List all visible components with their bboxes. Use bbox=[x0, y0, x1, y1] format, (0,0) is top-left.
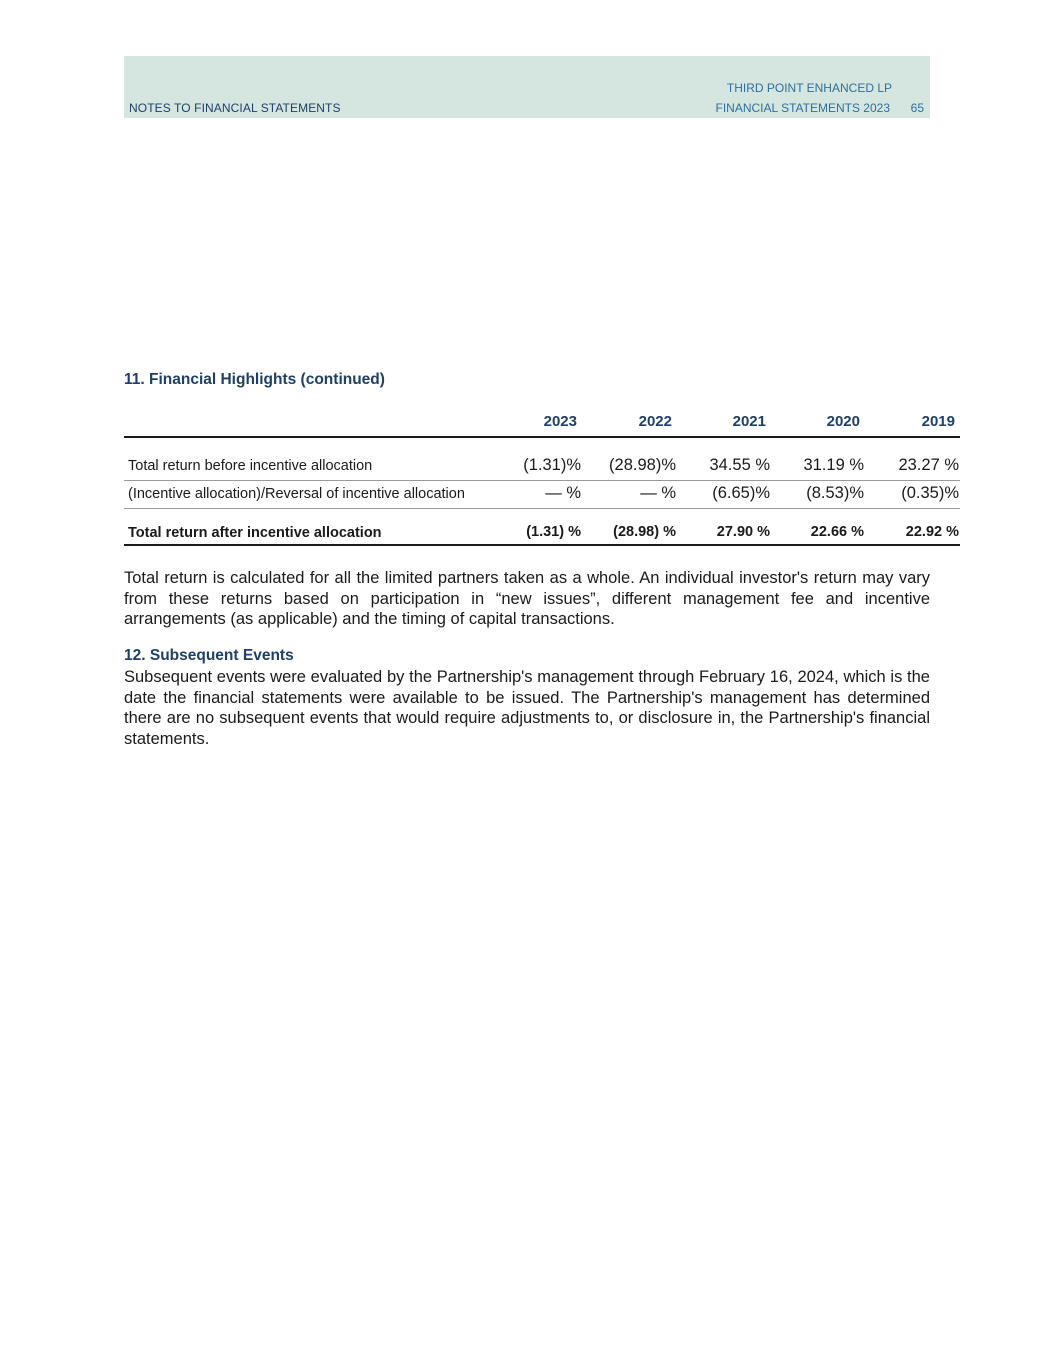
row-label: Total return before incentive allocation bbox=[128, 458, 373, 474]
header-document-title: FINANCIAL STATEMENTS 2023 bbox=[715, 101, 890, 115]
page-header bbox=[124, 56, 930, 118]
row-divider bbox=[124, 508, 960, 509]
cell-value: — % bbox=[545, 484, 581, 502]
cell-value: 23.27 % bbox=[898, 456, 959, 474]
row-divider bbox=[124, 480, 960, 481]
header-company-name: THIRD POINT ENHANCED LP bbox=[726, 81, 892, 95]
page-number: 65 bbox=[910, 101, 924, 115]
year-header: 2019 bbox=[921, 413, 955, 430]
cell-value: (0.35)% bbox=[901, 484, 959, 502]
financial-highlights-table bbox=[124, 410, 960, 541]
section-12-body: Subsequent events were evaluated by the Partnership's management through February 16, 2024, which is the date the financial statements were available to be issued. The Partnership's management has determined there are no subsequent events that would require adjustments to, or disclosure in, the Partnership's financial statements. bbox=[124, 668, 930, 748]
cell-value: (28.98)% bbox=[609, 456, 676, 474]
cell-value: (1.31)% bbox=[523, 456, 581, 474]
row-label: (Incentive allocation)/Reversal of incentive allocation bbox=[128, 486, 465, 502]
cell-value: — % bbox=[640, 484, 676, 502]
year-header: 2021 bbox=[732, 413, 766, 430]
cell-value: (1.31) % bbox=[526, 524, 581, 540]
cell-value: 34.55 % bbox=[709, 456, 770, 474]
cell-value: 27.90 % bbox=[716, 524, 770, 540]
year-header: 2022 bbox=[638, 413, 672, 430]
cell-value: 22.66 % bbox=[810, 524, 864, 540]
table-header-row bbox=[124, 410, 960, 438]
section-11-note: Total return is calculated for all the limited partners taken as a whole. An individual investor's return may vary from these returns based on participation in “new issues”, different management fee and incentive arrangements (as applicable) and the timing of capital transactions. bbox=[124, 569, 930, 628]
cell-value: 22.92 % bbox=[905, 524, 959, 540]
cell-value: 31.19 % bbox=[803, 456, 864, 474]
year-header: 2020 bbox=[826, 413, 860, 430]
header-section-label: NOTES TO FINANCIAL STATEMENTS bbox=[129, 101, 341, 115]
cell-value: (28.98) % bbox=[613, 524, 676, 540]
section-12-title: 12. Subsequent Events bbox=[124, 647, 294, 664]
cell-value: (6.65)% bbox=[712, 484, 770, 502]
section-11-title: 11. Financial Highlights (continued) bbox=[124, 371, 385, 388]
table-bottom-rule bbox=[124, 544, 960, 546]
row-label: Total return after incentive allocation bbox=[128, 525, 382, 541]
cell-value: (8.53)% bbox=[806, 484, 864, 502]
year-header: 2023 bbox=[543, 413, 577, 430]
